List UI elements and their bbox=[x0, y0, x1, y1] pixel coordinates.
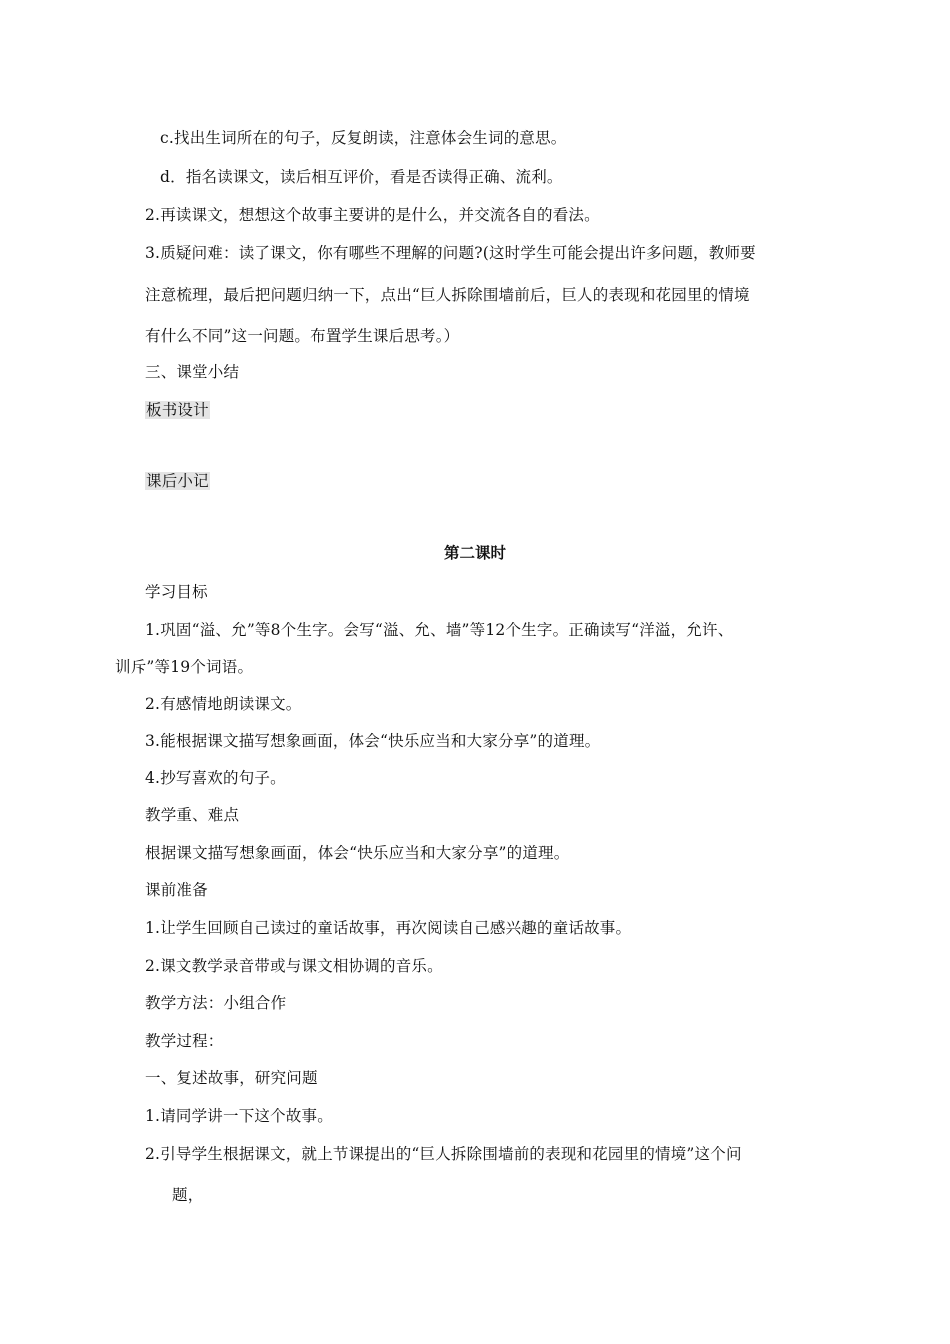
heading-learning-goals: 学习目标 bbox=[145, 583, 208, 601]
section-heading-summary: 三、课堂小结 bbox=[145, 363, 240, 381]
key-points-text: 根据课文描写想象画面，体会“快乐应当和大家分享”的道理。 bbox=[145, 844, 570, 862]
process-item-1: 1.请同学讲一下这个故事。 bbox=[145, 1107, 333, 1125]
goal-item-1: 1.巩固“溢、允”等8个生字。会写“溢、允、墙”等12个生字。正确读写“洋溢，允许、 bbox=[145, 621, 734, 639]
blackboard-design-label: 板书设计 bbox=[146, 401, 209, 419]
text-line-questions-cont-2: 有什么不同”这一问题。布置学生课后思考。） bbox=[145, 327, 460, 345]
heading-key-points: 教学重、难点 bbox=[145, 806, 240, 824]
preparation-item-2: 2.课文教学录音带或与课文相协调的音乐。 bbox=[145, 957, 443, 975]
goal-item-1-cont: 训斥”等19个词语。 bbox=[115, 658, 254, 676]
text-line-step-d: d．指名读课文，读后相互评价，看是否读得正确、流利。 bbox=[160, 168, 563, 186]
goal-item-3: 3.能根据课文描写想象画面，体会“快乐应当和大家分享”的道理。 bbox=[145, 732, 601, 750]
after-class-notes-label: 课后小记 bbox=[146, 472, 209, 490]
lesson-title: 第二课时 bbox=[443, 544, 506, 562]
section-heading-retell: 一、复述故事，研究问题 bbox=[145, 1069, 318, 1087]
preparation-item-1: 1.让学生回顾自己读过的童话故事，再次阅读自己感兴趣的童话故事。 bbox=[145, 919, 632, 937]
heading-teaching-process: 教学过程： bbox=[145, 1032, 224, 1050]
text-line-questions-cont-1: 注意梳理，最后把问题归纳一下，点出“巨人拆除围墙前后，巨人的表现和花园里的情境 bbox=[145, 286, 750, 304]
goal-item-2: 2.有感情地朗读课文。 bbox=[145, 695, 302, 713]
teaching-method: 教学方法：小组合作 bbox=[145, 994, 287, 1012]
goal-item-4: 4.抄写喜欢的句子。 bbox=[145, 769, 286, 787]
process-item-2: 2.引导学生根据课文，就上节课提出的“巨人拆除围墙前的表现和花园里的情境”这个问 bbox=[145, 1145, 742, 1163]
text-line-step-c: c.找出生词所在的句子，反复朗读，注意体会生词的意思。 bbox=[160, 129, 567, 147]
text-line-reread: 2.再读课文，想想这个故事主要讲的是什么，并交流各自的看法。 bbox=[145, 206, 600, 224]
text-line-questions: 3.质疑问难：读了课文，你有哪些不理解的问题?(这时学生可能会提出许多问题，教师要 bbox=[145, 244, 756, 262]
process-item-2-cont: 题， bbox=[172, 1186, 204, 1204]
heading-preparation: 课前准备 bbox=[145, 881, 208, 899]
